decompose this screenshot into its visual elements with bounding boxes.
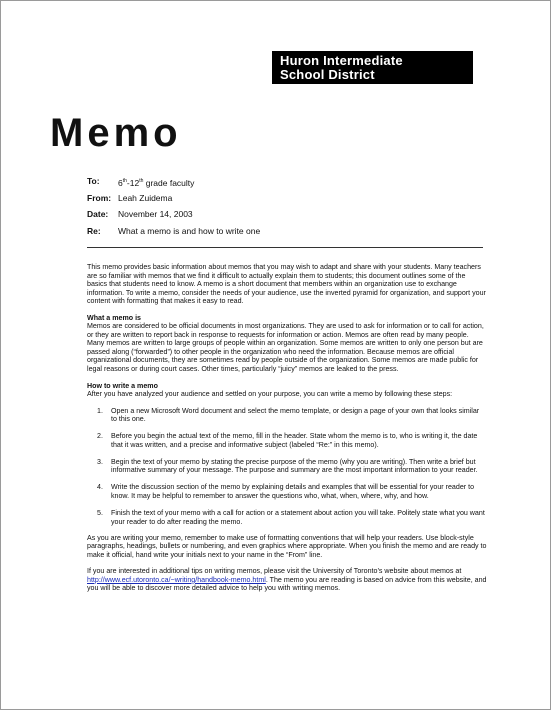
list-item: 4. Write the discussion section of the memo by explaining details and examples that will be essential for your reader to know. It may be helpful to remember to answer the questions who, what, when, where, why, and how. (97, 483, 475, 500)
date-label: Date: (87, 209, 109, 219)
section-text-how: After you have analyzed your audience and settled on your purpose, you can write a memo by following these steps: (87, 390, 453, 399)
re-value: What a memo is and how to write one (118, 226, 261, 236)
header-re (87, 226, 261, 237)
list-item: 3. Begin the text of your memo by stating the precise purpose of the memo (why you are writing). Then write a brief but informative summary of your message. The purpose and summary are the most important information to your reader. (97, 457, 478, 475)
from-value: Leah Zuidema (118, 193, 173, 203)
section-text-what: Memos are considered to be official documents in most organizations. They are used to ask for information or to call for action, or they are written to report back in response to requests for information or action. Memos are often read by many people. Many memos are written to large groups of people within an organization. Some memos are written to only one person but are passed along (“forwarded”) to other people in the organization who need the information. Because memos are official organizational documents, they are sometimes read by people outside of the organization. Some memos are made public for legal reasons or during court cases. Other times, particularly “juicy” memos are leaked to the press. (87, 322, 484, 374)
to-label: To: (87, 176, 100, 186)
toronto-handbook-link[interactable]: http://www.ecf.utoronto.ca/~writing/handbook-memo.html (87, 575, 266, 584)
page-title: Memo (50, 111, 182, 155)
organization-line-1: Huron Intermediate (280, 53, 403, 68)
organization-banner (272, 51, 473, 84)
organization-line-2: School District (280, 67, 375, 82)
to-value: 6th-12th grade faculty (118, 178, 195, 188)
steps-list (87, 407, 487, 526)
header-divider (87, 247, 483, 248)
section-heading-what: What a memo is (87, 313, 142, 322)
date-value: November 14, 2003 (118, 209, 193, 219)
header-from (87, 193, 173, 204)
intro-paragraph: This memo provides basic information about memos that you may wish to adapt and share with your students. Many teachers are so familiar with memos that we find it difficult to actually explain them to students; this document outlines some of the basics that students need to know. A memo is a short document that members within an organization use to exchange information. To write a memo, consider the needs of your audience, use the inverted pyramid for organization, and support your content with formatting that makes it easy to read. (87, 263, 486, 306)
closing-paragraph-resources: If you are interested in additional tips on writing memos, please visit the University of Toronto’s website about memos at http://www.ecf.utoronto.ca/~writing/handbook-memo.html. The memo you are reading is based on advice from this website, and you will be able to discover more detailed advice to help you with writing memos. (87, 567, 487, 593)
header-to (87, 176, 195, 188)
re-label: Re: (87, 226, 101, 236)
list-item: 1. Open a new Microsoft Word document and select the memo template, or design a page of your own that looks similar to this one. (97, 406, 480, 424)
list-item: 2. Before you begin the actual text of the memo, fill in the header. State whom the memo is to, who is writing it, the date that it was written, and a precise and informative subject (labeled “Re:” in this memo). (97, 432, 478, 449)
section-heading-how: How to write a memo (87, 381, 158, 390)
list-item: 5. Finish the text of your memo with a call for action or a statement about action you will take. Politely state what you want your reader to do after reading the memo. (97, 509, 485, 526)
closing-paragraph-formatting: As you are writing your memo, remember to make use of formatting conventions that will help your readers. Use block-style paragraphs, headings, bullets or numbering, and even graphics where appropriate. When you finish the memo and are ready to make it official, hand write your initials next to your name in the “From” line. (87, 533, 487, 559)
header-date (87, 209, 193, 220)
from-label: From: (87, 193, 112, 203)
memo-body (87, 263, 487, 593)
